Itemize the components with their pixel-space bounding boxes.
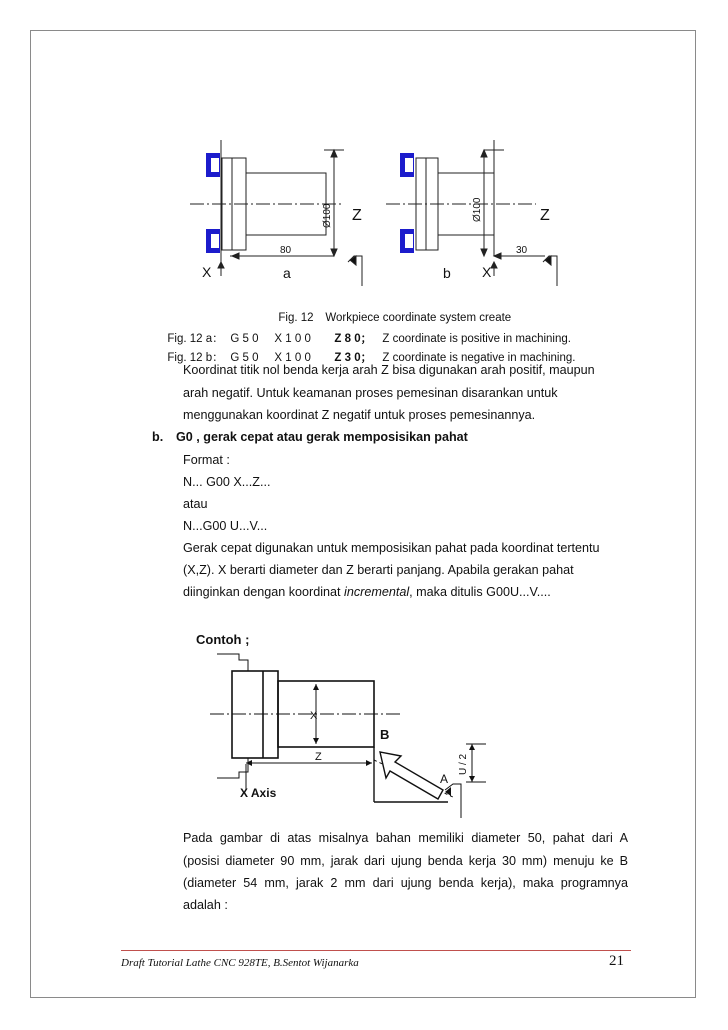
dim-b: 30 bbox=[516, 245, 528, 256]
figure-12a bbox=[190, 140, 362, 286]
format-line-1: N... G00 X...Z... bbox=[183, 475, 271, 489]
p2-line-1: Gerak cepat digunakan untuk memposisikan pahat pada koordinat tertentu bbox=[183, 541, 600, 555]
section-heading-b bbox=[152, 430, 468, 444]
sub-label-b: b bbox=[443, 265, 451, 281]
page-number: 21 bbox=[609, 953, 624, 969]
fig12b-desc: Z coordinate is negative in machining. bbox=[382, 352, 576, 364]
fig12a-z: Z 8 0； bbox=[334, 333, 373, 345]
fig12-caption-text: Workpiece coordinate system create bbox=[325, 312, 512, 324]
z-label-a: Z bbox=[352, 207, 362, 224]
format-label: Format : bbox=[183, 453, 230, 467]
contoh-a-label: A bbox=[440, 772, 449, 786]
p3-line-1: Pada gambar di atas misalnya bahan memiliki diameter 50, pahat dari A bbox=[183, 831, 628, 845]
dia-label-a: Ø100 bbox=[322, 203, 333, 228]
figure-12-drawing bbox=[0, 0, 728, 300]
tool-holder bbox=[445, 784, 461, 818]
figure-contoh-drawing bbox=[0, 620, 728, 840]
p1-line-1: Koordinat titik nol benda kerja arah Z bisa digunakan arah positif, maupun bbox=[183, 363, 595, 377]
p1-line-2: arah negatif. Untuk keamanan proses pemesinan disarankan untuk bbox=[183, 386, 558, 400]
fig12b-g: G 5 0 bbox=[230, 352, 259, 364]
z-label-b: Z bbox=[540, 207, 550, 224]
contoh-x-label: X bbox=[310, 710, 318, 722]
heading-letter: b. bbox=[152, 430, 164, 444]
format-line-2: N...G00 U...V... bbox=[183, 519, 268, 533]
p2-line-3-after: , maka ditulis G00U...V.... bbox=[409, 585, 551, 599]
p2-line-2: (X,Z). X berarti diameter dan Z berarti panjang. Apabila gerakan pahat bbox=[183, 563, 574, 577]
p2-line-3-before: diinginkan dengan koordinat bbox=[183, 585, 345, 599]
fig12a-label: Fig. 12 a： bbox=[167, 333, 224, 345]
fig12-caption-prefix: Fig. 12 bbox=[278, 312, 314, 324]
contoh-b-label: B bbox=[380, 727, 390, 742]
fig12b-x: X 1 0 0 bbox=[274, 352, 311, 364]
dim-a: 80 bbox=[280, 245, 292, 256]
dia-label-b: Ø100 bbox=[472, 197, 483, 222]
p3-line-4: adalah : bbox=[183, 898, 228, 912]
chuck-step-top bbox=[217, 654, 248, 671]
p2-line-3-italic: incremental bbox=[344, 585, 410, 599]
footer-title: Draft Tutorial Lathe CNC 928TE, B.Sentot Wijanarka bbox=[121, 957, 359, 969]
p1-line-3: menggunakan koordinat Z negatif untuk proses pemesinannya. bbox=[183, 408, 536, 422]
x-label-a: X bbox=[202, 264, 212, 280]
contoh-axis-label: X Axis bbox=[240, 786, 277, 800]
rapid-move-arrow bbox=[380, 752, 443, 799]
fig12b-label: Fig. 12 b： bbox=[167, 352, 224, 364]
p2-line-3 bbox=[183, 584, 551, 600]
fig12a-x: X 1 0 0 bbox=[274, 333, 311, 345]
format-or: atau bbox=[183, 497, 208, 511]
heading-text: G0 , gerak cepat atau gerak memposisikan pahat bbox=[176, 430, 468, 444]
fig12b-caption bbox=[161, 337, 575, 365]
contoh-u-label: U / 2 bbox=[458, 753, 469, 775]
footer-rule bbox=[121, 950, 631, 951]
fig12b-z: Z 3 0； bbox=[334, 352, 373, 364]
p3-line-2: (posisi diameter 90 mm, jarak dari ujung benda kerja 30 mm) menuju ke B bbox=[183, 854, 628, 868]
sub-label-a: a bbox=[283, 265, 291, 281]
contoh-z-label: Z bbox=[315, 751, 322, 763]
fig12a-g: G 5 0 bbox=[230, 333, 259, 345]
p3-line-3: (diameter 54 mm, jarak 2 mm dari ujung benda kerja), maka programnya bbox=[183, 876, 628, 890]
chuck-step-bottom bbox=[217, 758, 248, 778]
contoh-title: Contoh ; bbox=[196, 632, 250, 647]
x-label-b: X bbox=[482, 264, 492, 280]
fig12a-desc: Z coordinate is positive in machining. bbox=[382, 333, 571, 345]
